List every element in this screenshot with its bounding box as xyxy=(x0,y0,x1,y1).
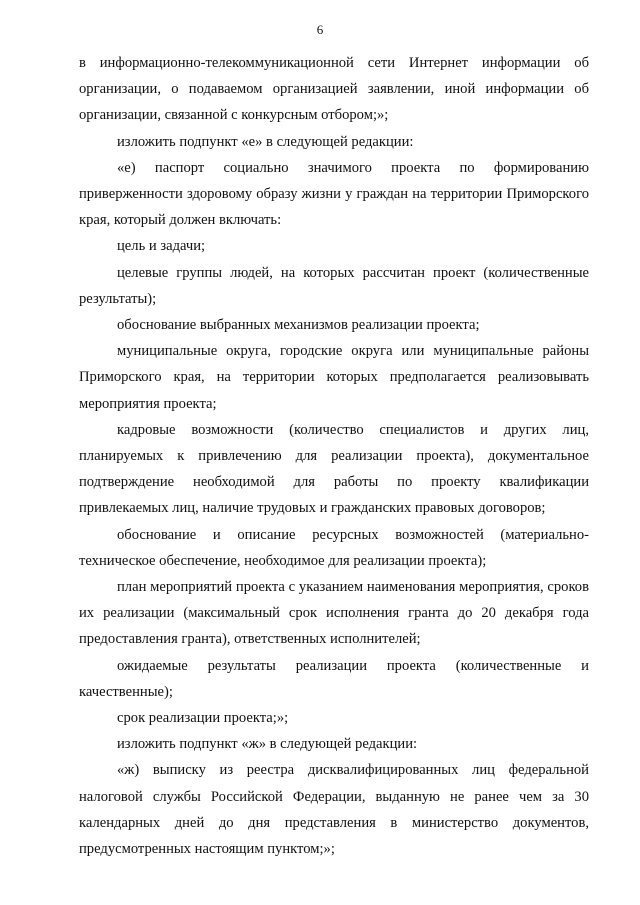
paragraph: изложить подпункт «ж» в следующей редакции: xyxy=(117,736,418,753)
paragraph: целевые группы людей, на которых рассчитан проект (количественные результаты); xyxy=(79,264,589,307)
paragraph: обоснование и описание ресурсных возможностей (материально-техническое обеспечение, необходимое для реализации проекта); xyxy=(79,526,589,569)
paragraph: обоснование выбранных механизмов реализации проекта; xyxy=(117,317,480,334)
paragraph: ожидаемые результаты реализации проекта (количественные и качественные); xyxy=(79,657,589,700)
paragraph: «ж) выписку из реестра дисквалифицированных лиц федеральной налоговой службы Российской Федерации, выданную не ранее чем за 30 календарных дней до дня представления в министерство документов, предусмотренных настоящим пунктом;»; xyxy=(79,762,589,858)
page-number: 6 xyxy=(316,22,324,37)
paragraph: муниципальные округа, городские округа или муниципальные районы Приморского края, на территории которых предполагается реализовывать мероприятия проекта; xyxy=(79,343,589,412)
paragraph: цель и задачи; xyxy=(117,238,206,255)
paragraph: план мероприятий проекта с указанием наименования мероприятия, сроков их реализации (максимальный срок исполнения гранта до 20 декабря года предоставления гранта), ответственных исполнителей; xyxy=(79,579,589,648)
paragraph: изложить подпункт «е» в следующей редакции: xyxy=(117,133,414,150)
paragraph: «е) паспорт социально значимого проекта по формированию приверженности здоровому образу жизни у граждан на территории Приморского края, который должен включать: xyxy=(79,159,589,229)
paragraph: срок реализации проекта;»; xyxy=(117,710,289,727)
document-body xyxy=(79,50,589,862)
paragraph: кадровые возможности (количество специалистов и других лиц, планируемых к привлечению для реализации проекта), документальное подтверждение необходимой для работы по проекту квалификации привлекаемых лиц, наличие трудовых и гражданских правовых договоров; xyxy=(79,421,589,517)
paragraph: в информационно-телекоммуникационной сети Интернет информации об организации, о подаваемом организацией заявлении, иной информации об организации, связанной с конкурсным отбором;»; xyxy=(79,55,589,124)
